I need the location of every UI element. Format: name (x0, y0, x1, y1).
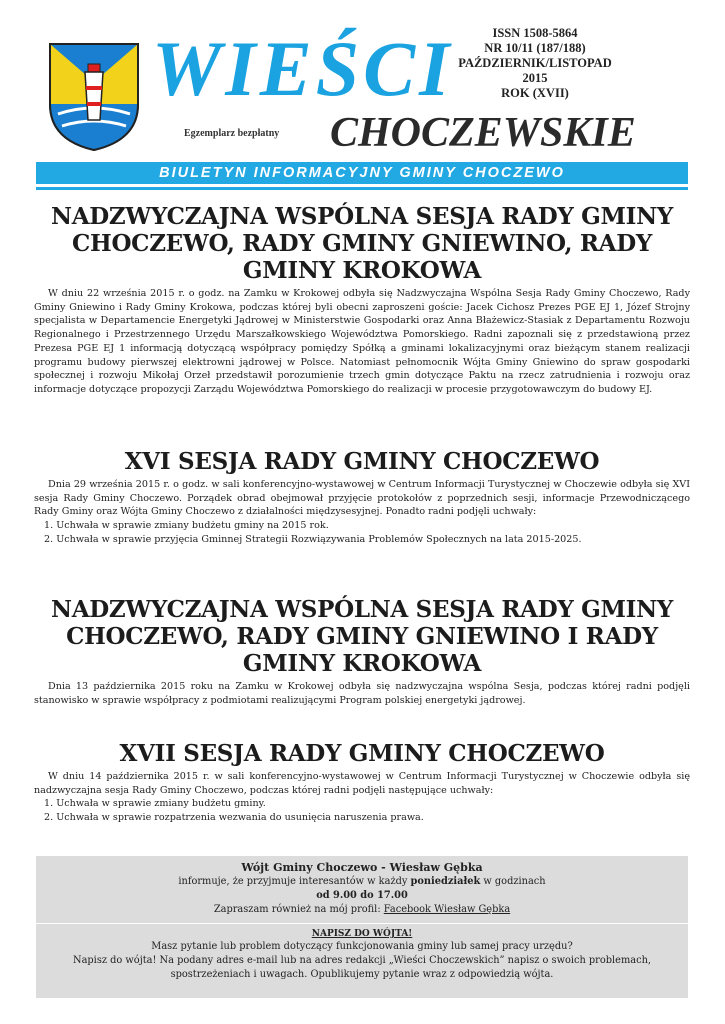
article-headline: XVI SESJA RADY GMINY CHOCZEWO (124, 448, 600, 475)
article-headline: NADZWYCZAJNA WSPÓLNA SESJA RADY GMINY CHOCZEWO, RADY GMINY GNIEWINO, RADY GMINY KROKOWA (51, 203, 673, 284)
list-item: 1. Uchwała w sprawie zmiany budżetu gminy. (44, 798, 266, 810)
info-divider (36, 923, 688, 924)
mayor-info-box (36, 856, 688, 998)
list-item: 1. Uchwała w sprawie zmiany budżetu gminy na 2015 rok. (44, 520, 329, 532)
coat-of-arms-icon (48, 42, 140, 152)
article-body: W dniu 22 września 2015 r. o godz. na Zamku w Krokowej odbyła się Nadzwyczajna Wspólna Sesja Rady Gminy Choczewo, Rady Gminy Gniewino i Rady Gminy Krokowa, podczas której byli obecni zaproszeni goście: Jacek Cichosz Prezes PGE EJ 1, Józef Strojny specjalista w Departamencie Energetyki Jądrowej w Ministerstwie Gospodarki oraz Anna Błażewicz-Stasiak z Departamentu Rozwoju Regionalnego i Przestrzennego Urzędu Marszałkowskiego Województwa Pomorskiego. Radni zapoznali się z przedstawioną przez Prezesa PGE EJ 1 informacją dotyczącą współpracy pomiędzy Spółką a gminami lokalizacyjnymi oraz bieżącym stanem realizacji programu budowy pierwszej elektrowni jądrowej w Polsce. Natomiast pełnomocnik Wójta Gminy Gniewino do spraw gospodarki społecznej i rozwoju Mikołaj Orzeł przedstawił porozumienie trzech gmin dotyczące Paktu na rzecz zatrudnienia i rozwoju oraz informacje dotyczące propozycji Zarządu Województwa Pomorskiego do realizacji w procesie przygotowawczym do budowy EJ. (34, 288, 690, 395)
article-headline: XVII SESJA RADY GMINY CHOCZEWO (119, 740, 605, 767)
issue-month: PAŹDZIERNIK/LISTOPAD (458, 56, 612, 70)
article-3 (34, 596, 690, 707)
office-hours-line: informuje, że przyjmuje interesantów w każdy poniedziałek w godzinach (178, 876, 546, 887)
write-to-mayor-question: Masz pytanie lub problem dotyczący funkcjonowania gminy lub samej pracy urzędu? (151, 941, 573, 952)
article-4 (34, 740, 690, 825)
write-to-mayor-heading: NAPISZ DO WÓJTA! (311, 929, 413, 939)
facebook-profile-link[interactable]: Facebook Wiesław Gębka (383, 904, 511, 915)
issue-volume: ROK (XVII) (501, 86, 569, 100)
article-2 (34, 448, 690, 547)
article-body: W dniu 14 października 2015 r. w sali konferencyjno-wystawowej w Centrum Informacji Turystycznej w Choczewie odbyła się nadzwyczajna sesja Rady Gminy Choczewo, podczas której radni podjęli następujące uchwały: (34, 771, 690, 796)
issue-year: 2015 (522, 71, 548, 85)
issue-number: NR 10/11 (187/188) (484, 41, 586, 55)
free-copy-label: Egzemplarz bezpłatny (184, 128, 280, 139)
list-item: 2. Uchwała w sprawie przyjęcia Gminnej Strategii Rozwiązywania Problemów Społecznych na lata 2015-2025. (44, 533, 582, 545)
article-headline: NADZWYCZAJNA WSPÓLNA SESJA RADY GMINY CHOCZEWO, RADY GMINY GNIEWINO I RADY GMINY KROKOWA (51, 596, 673, 677)
masthead-subtitle: CHOCZEWSKIE (330, 110, 636, 156)
resolution-list (34, 797, 690, 824)
issue-info (435, 26, 635, 101)
article-1 (34, 203, 690, 397)
write-to-mayor-text: Napisz do wójta! Na podany adres e-mail lub na adres redakcji „Wieści Choczewskich” napisz o swoich problemach, spostrzeżeniach i uwagach. Opublikujemy pytanie wraz z odpowiedzią wójta. (73, 955, 651, 980)
resolution-list (34, 519, 690, 546)
list-item: 2. Uchwała w sprawie rozpatrzenia wezwania do usunięcia naruszenia prawa. (44, 812, 424, 824)
office-hours: od 9.00 do 17.00 (316, 890, 408, 901)
mayor-title: Wójt Gminy Choczewo - Wiesław Gębka (241, 861, 483, 874)
banner-divider (36, 187, 688, 190)
article-body: Dnia 29 września 2015 r. o godz. w sali konferencyjno-wystawowej w Centrum Informacji Turystycznej w Choczewie odbyła się XVI sesja Rady Gminy Choczewo. Porządek obrad obejmował przyjęcie protokołów z poprzednich sesji, informacje Przewodniczącego Rady Gminy oraz Wójta Gminy Choczewo z działalności międzysesyjnej. Ponadto radni podjęli uchwały: (34, 479, 690, 518)
bulletin-banner: BIULETYN INFORMACYJNY GMINY CHOCZEWO (36, 162, 688, 184)
issn: ISSN 1508-5864 (492, 26, 578, 40)
profile-line: Zapraszam również na mój profil: Facebook Wiesław Gębka (213, 904, 511, 915)
masthead-title: WIEŚCI (152, 25, 454, 112)
article-body: Dnia 13 października 2015 roku na Zamku w Krokowej odbyła się nadzwyczajna wspólna Sesja, podczas której radni podjęli stanowisko w sprawie współpracy z podmiotami realizującymi Program polskiej energetyki jądrowej. (34, 681, 690, 706)
